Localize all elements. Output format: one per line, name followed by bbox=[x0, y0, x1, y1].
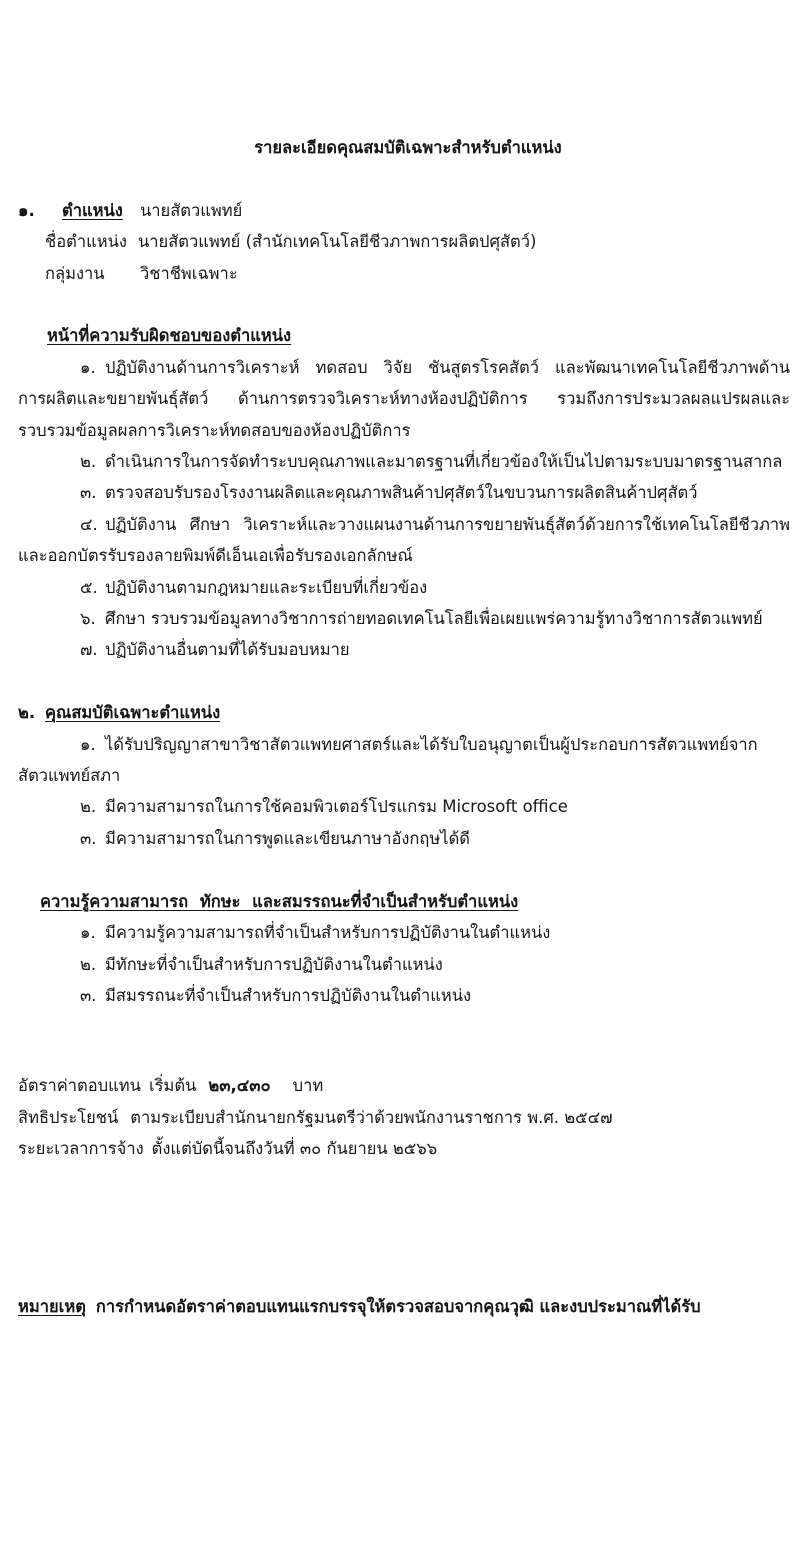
qualification-item bbox=[0, 823, 790, 854]
duty-text: ดำเนินการในการจัดทำระบบคุณภาพและมาตรฐานที่เกี่ยวข้องให้เป็นไปตามระบบมาตรฐานสากล bbox=[105, 452, 783, 472]
competency-item bbox=[0, 980, 790, 1011]
competency-text: มีทักษะที่จำเป็นสำหรับการปฏิบัติงานในตำแหน่ง bbox=[105, 954, 443, 974]
compensation-line bbox=[0, 1070, 790, 1101]
duty-item bbox=[0, 634, 790, 665]
duty-number: ๖. bbox=[80, 609, 96, 629]
qualification-continuation: สัตวแพทย์สภา bbox=[18, 766, 121, 786]
remark-section bbox=[0, 1291, 790, 1322]
competency-number: ๓. bbox=[80, 985, 97, 1005]
work-group-value: วิชาชีพเฉพาะ bbox=[140, 263, 238, 283]
qualification-text: ได้รับปริญญาสาขาวิชาสัตวแพทยศาสตร์และได้รับใบอนุญาตเป็นผู้ประกอบการสัตวแพทย์จาก bbox=[105, 734, 758, 754]
benefits-line bbox=[0, 1102, 790, 1133]
duty-text: ปฏิบัติงาน ศึกษา วิเคราะห์และวางแผนงานด้านการขยายพันธุ์สัตว์ด้วยการใช้เทคโนโลยีชีวภาพ bbox=[105, 514, 790, 534]
duty-line bbox=[0, 603, 790, 634]
duty-continuation: การผลิตและขยายพันธุ์สัตว์ ด้านการตรวจวิเคราะห์ทางห้องปฏิบัติการ รวมถึงการประมวลผลแปรผลและ bbox=[18, 389, 790, 409]
duty-item bbox=[0, 352, 790, 446]
duty-continuation: รวบรวมข้อมูลผลการวิเคราะห์ทดสอบของห้องปฏิบัติการ bbox=[18, 420, 411, 440]
compensation-label: อัตราค่าตอบแทน bbox=[18, 1076, 141, 1096]
position-row bbox=[0, 195, 790, 226]
benefits-label: สิทธิประโยชน์ bbox=[18, 1107, 119, 1127]
duty-line bbox=[0, 509, 790, 540]
duty-text: ปฏิบัติงานด้านการวิเคราะห์ ทดสอบ วิจัย ชันสูตรโรคสัตว์ และพัฒนาเทคโนโลยีชีวภาพด้าน bbox=[105, 357, 790, 377]
employment-period-label: ระยะเวลาการจ้าง bbox=[18, 1139, 144, 1159]
duty-number: ๓. bbox=[80, 483, 97, 503]
document-title: รายละเอียดคุณสมบัติเฉพาะสำหรับตำแหน่ง bbox=[254, 138, 562, 157]
duty-line bbox=[0, 352, 790, 383]
position-label: ตำแหน่ง bbox=[62, 200, 123, 220]
competencies-section bbox=[0, 886, 790, 1012]
duty-number: ๕. bbox=[80, 577, 98, 597]
position-title-value: นายสัตวแพทย์ (สำนักเทคโนโลยีชีวภาพการผลิตปศุสัตว์) bbox=[138, 232, 537, 252]
employment-terms bbox=[0, 1070, 790, 1164]
qualification-item bbox=[0, 729, 790, 792]
duty-line bbox=[0, 446, 790, 477]
work-group-label: กลุ่มงาน bbox=[45, 263, 105, 283]
competencies-heading bbox=[0, 886, 790, 917]
competency-item bbox=[0, 917, 790, 948]
qualification-number: ๒. bbox=[80, 797, 97, 817]
qualification-text: มีความสามารถในการพูดและเขียนภาษาอังกฤษได้ดี bbox=[105, 828, 471, 848]
competency-text: มีความรู้ความสามารถที่จำเป็นสำหรับการปฏิบัติงานในตำแหน่ง bbox=[105, 923, 551, 943]
benefits-value: ตามระเบียบสำนักนายกรัฐมนตรีว่าด้วยพนักงานราชการ พ.ศ. ๒๕๔๗ bbox=[130, 1107, 613, 1127]
duty-item bbox=[0, 603, 790, 634]
qualification-line bbox=[0, 791, 790, 822]
duty-text: ศึกษา รวบรวมข้อมูลทางวิชาการถ่ายทอดเทคโนโลยีเพื่อเผยแพร่ความรู้ทางวิชาการสัตวแพทย์ bbox=[105, 609, 763, 629]
competency-item bbox=[0, 949, 790, 980]
qualifications-heading bbox=[0, 697, 790, 728]
position-value: นายสัตวแพทย์ bbox=[140, 200, 243, 220]
remark-label: หมายเหตุ bbox=[18, 1296, 86, 1316]
duty-item bbox=[0, 446, 790, 477]
compensation-prefix: เริ่มต้น bbox=[148, 1076, 197, 1096]
section-number: ๑. bbox=[18, 200, 35, 220]
section-number: ๒. bbox=[18, 703, 36, 723]
duty-text: ตรวจสอบรับรองโรงงานผลิตและคุณภาพสินค้าปศุสัตว์ในขบวนการผลิตสินค้าปศุสัตว์ bbox=[105, 483, 698, 503]
duty-number: ๒. bbox=[80, 452, 97, 472]
duty-number: ๔. bbox=[80, 514, 98, 534]
compensation-amount: ๒๓,๔๓๐ bbox=[208, 1076, 271, 1096]
position-title-label: ชื่อตำแหน่ง bbox=[45, 232, 127, 252]
work-group-row bbox=[0, 258, 790, 289]
duty-text: ปฏิบัติงานอื่นตามที่ได้รับมอบหมาย bbox=[105, 640, 350, 660]
duty-number: ๑. bbox=[80, 357, 96, 377]
qualification-line bbox=[0, 823, 790, 854]
duty-line bbox=[0, 572, 790, 603]
duty-item bbox=[0, 477, 790, 508]
remark-text: การกำหนดอัตราค่าตอบแทนแรกบรรจุให้ตรวจสอบจากคุณวุฒิ และงบประมาณที่ได้รับ bbox=[95, 1296, 701, 1316]
duty-number: ๗. bbox=[80, 640, 98, 660]
qualification-number: ๓. bbox=[80, 828, 97, 848]
duty-item bbox=[0, 572, 790, 603]
employment-period-line bbox=[0, 1133, 790, 1164]
compensation-unit: บาท bbox=[292, 1076, 324, 1096]
competency-number: ๑. bbox=[80, 923, 96, 943]
duties-section bbox=[0, 320, 790, 665]
competencies-heading-text: ความรู้ความสามารถ ทักษะ และสมรรถนะที่จำเป็นสำหรับตำแหน่ง bbox=[40, 891, 519, 911]
duty-text: ปฏิบัติงานตามกฎหมายและระเบียบที่เกี่ยวข้อง bbox=[105, 577, 428, 597]
duty-item bbox=[0, 509, 790, 572]
qualification-item bbox=[0, 791, 790, 822]
qualification-line bbox=[0, 729, 790, 760]
employment-period-value: ตั้งแต่บัดนี้จนถึงวันที่ ๓๐ กันยายน ๒๕๖๖ bbox=[151, 1139, 438, 1159]
duties-heading-text: หน้าที่ความรับผิดชอบของตำแหน่ง bbox=[47, 326, 292, 346]
position-title-row bbox=[0, 226, 790, 257]
duties-heading bbox=[0, 320, 790, 351]
duty-line bbox=[0, 634, 790, 665]
competency-text: มีสมรรถนะที่จำเป็นสำหรับการปฏิบัติงานในตำแหน่ง bbox=[105, 985, 472, 1005]
qualifications-heading-text: คุณสมบัติเฉพาะตำแหน่ง bbox=[45, 703, 221, 723]
position-section bbox=[0, 195, 790, 289]
qualification-number: ๑. bbox=[80, 734, 96, 754]
competency-number: ๒. bbox=[80, 954, 97, 974]
qualifications-section bbox=[0, 697, 790, 854]
duty-line bbox=[0, 477, 790, 508]
duty-continuation: และออกบัตรรับรองลายพิมพ์ดีเอ็นเอเพื่อรับรองเอกลักษณ์ bbox=[18, 546, 413, 566]
qualification-text: มีความสามารถในการใช้คอมพิวเตอร์โปรแกรม Microsoft office bbox=[105, 797, 568, 817]
remark-line bbox=[0, 1291, 790, 1322]
